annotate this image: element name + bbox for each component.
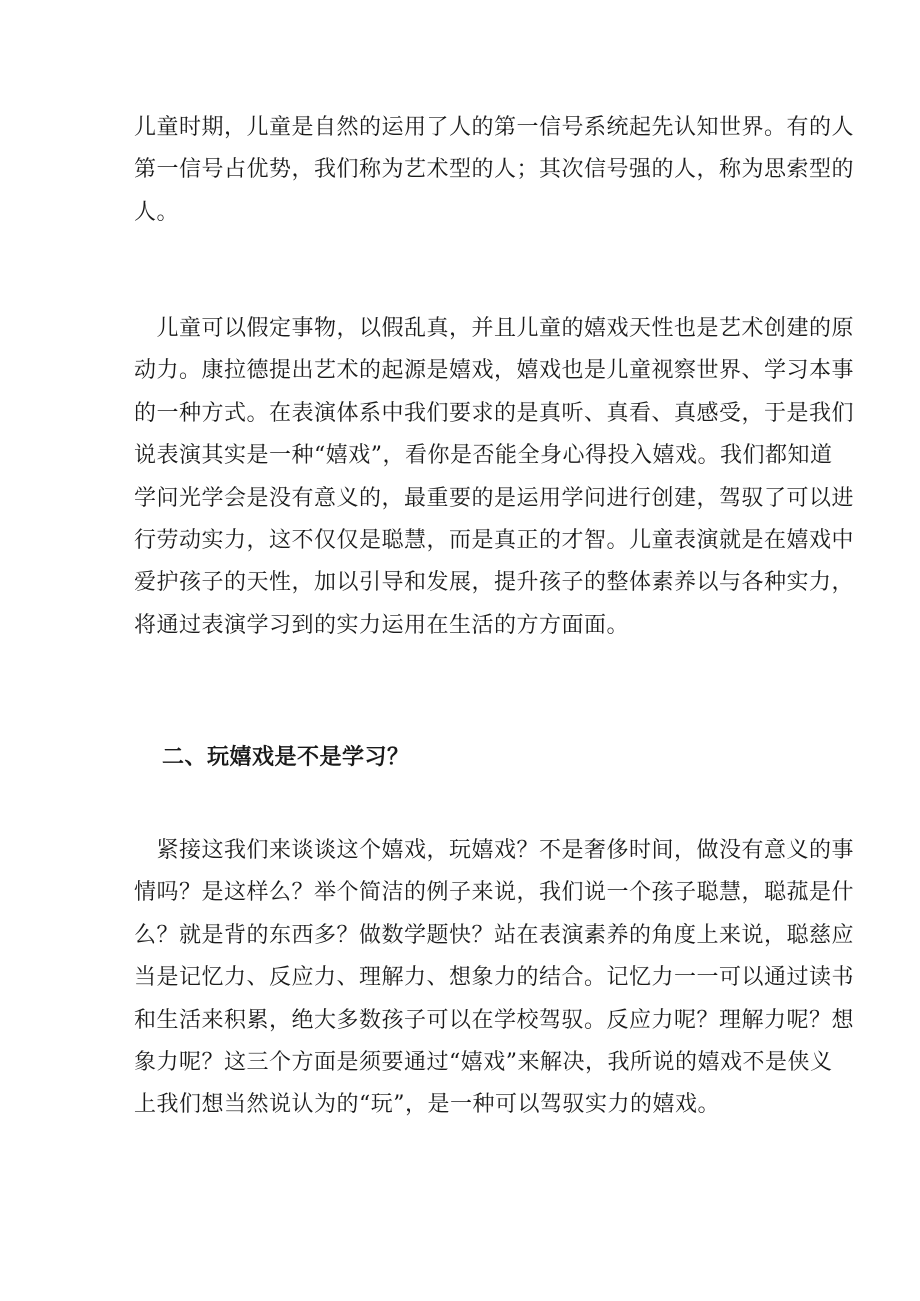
paragraph-line: 学问光学会是没有意义的，最重要的是运用学问进行创建，驾驭了可以进	[134, 485, 855, 511]
paragraph-line: 儿童时期，儿童是自然的运用了人的第一信号系统起先认知世界。有的人	[134, 115, 855, 140]
section-heading: 二、玩嬉戏是不是学习？	[162, 744, 410, 770]
paragraph-2	[134, 308, 855, 647]
paragraph-line: 象力呢？这三个方面是须要通过“嬉戏”来解决，我所说的嬉戏不是侠义	[134, 1050, 833, 1076]
paragraph-line: 上我们想当然说认为的“玩”，是一种可以驾驭实力的嬉戏。	[134, 1092, 720, 1118]
paragraph-line: 儿童可以假定事物，以假乱真，并且儿童的嬉戏天性也是艺术创建的原	[134, 316, 855, 341]
paragraph-line: 爱护孩子的天性，加以引导和发展，提升孩子的整体素养以与各种实力，	[134, 570, 855, 596]
paragraph-line: 人。	[134, 199, 180, 225]
paragraph-line: 当是记忆力、反应力、理解力、想象力的结合。记忆力一一可以通过读书	[134, 965, 855, 991]
paragraph-line: 将通过表演学习到的实力运用在生活的方方面面。	[134, 612, 630, 638]
paragraph-line: 说表演其实是一种“嬉戏”，看你是否能全身心得投入嬉戏。我们都知道	[134, 443, 833, 469]
paragraph-line: 么？就是背的东西多？做数学题快？站在表演素养的角度上来说，聪慈应	[134, 922, 855, 948]
paragraph-line: 的一种方式。在表演体系中我们要求的是真听、真看、真感受，于是我们	[134, 400, 855, 426]
paragraph-3	[134, 830, 855, 1127]
paragraph-line: 动力。康拉德提出艺术的起源是嬉戏，嬉戏也是儿童视察世界、学习本事	[134, 358, 855, 384]
paragraph-line: 和生活来积累，绝大多数孩子可以在学校驾驭。反应力呢？理解力呢？想	[134, 1007, 855, 1033]
paragraph-line: 情吗？是这样么？举个简洁的例子来说，我们说一个孩子聪慧，聪菰是什	[134, 880, 855, 906]
paragraph-line: 紧接这我们来谈谈这个嬉戏，玩嬉戏？不是奢侈时间，做没有意义的事	[134, 838, 855, 863]
paragraph-line: 行劳动实力，这不仅仅是聪慧，而是真正的才智。儿童表演就是在嬉戏中	[134, 528, 855, 554]
paragraph-line: 第一信号占优势，我们称为艺术型的人；其次信号强的人，称为思索型的	[134, 157, 855, 183]
paragraph-1	[134, 107, 855, 234]
